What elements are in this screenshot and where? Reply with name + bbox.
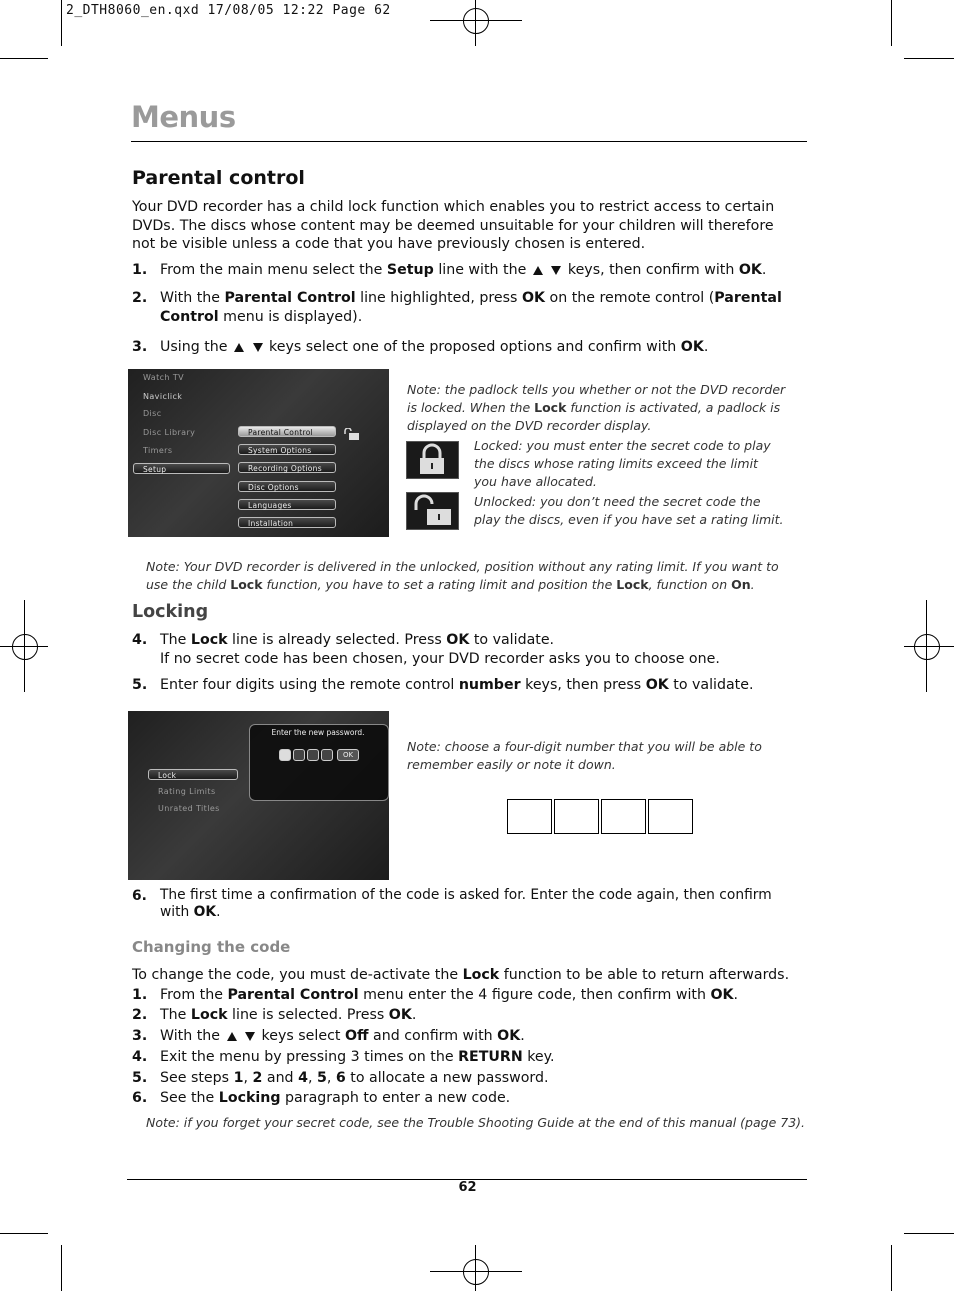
section-heading-parental-control: Parental control	[132, 167, 305, 189]
digit-slot	[293, 749, 305, 761]
padlock-note: Note: the padlock tells you whether or not the DVD recorder is locked. When the Lock function is activated, a padlock is displayed on the DVD recorder display.	[407, 382, 786, 433]
crop-mark	[891, 1245, 892, 1291]
unlocked-description: Unlocked: you don’t need the secret code the play the discs, even if you have set a rating limit.	[474, 494, 784, 527]
step-number: 6.	[132, 1090, 148, 1106]
registration-mark	[475, 0, 476, 46]
menu-item-lock: Lock	[148, 769, 238, 780]
crop-mark	[0, 1233, 48, 1234]
menu-item-disc-library: Disc Library	[143, 428, 196, 437]
code-digit-box	[507, 799, 552, 834]
step-number: 3.	[132, 1028, 148, 1044]
change-step-5: 5. See steps 1, 2 and 4, 5, 6 to allocate a new password.	[132, 1070, 549, 1086]
section-heading-changing-code: Changing the code	[132, 938, 291, 956]
crop-mark	[61, 1245, 62, 1291]
page-number: 62	[458, 1180, 477, 1195]
password-screenshot	[128, 711, 389, 880]
step-number: 3.	[132, 339, 148, 355]
step-3: 3. Using the keys select one of the proposed options and confirm with OK.	[132, 339, 709, 355]
step-number: 4.	[132, 1049, 148, 1065]
registration-mark	[12, 634, 38, 660]
step-5: 5. Enter four digits using the remote control number keys, then press OK to validate.	[132, 677, 754, 693]
forgotten-code-note: Note: if you forget your secret code, see the Trouble Shooting Guide at the end of this manual (page 73).	[146, 1115, 805, 1130]
step-number: 6.	[132, 888, 147, 904]
intro-paragraph: Your DVD recorder has a child lock function which enables you to restrict access to certain DVDs. The discs whose content may be deemed unsuitable for your children will therefore not be visible unless a code that you have previously chosen is entered.	[132, 199, 775, 252]
step-4: 4. The Lock line is already selected. Press OK to validate. If no secret code has been chosen, your DVD recorder asks you to choose one.	[132, 632, 720, 667]
menu-item-watch-tv: Watch TV	[143, 373, 185, 382]
code-digit-box	[554, 799, 599, 834]
registration-mark	[475, 1245, 476, 1291]
down-arrow-icon	[551, 266, 561, 275]
delivery-note: Note: Your DVD recorder is delivered in the unlocked, position without any rating limit. If you want to use the child Lock function, you have to set a rating limit and position the Lock, function on On.	[146, 559, 779, 592]
registration-mark	[463, 1259, 489, 1285]
menu-item-rating-limits: Rating Limits	[158, 787, 216, 796]
registration-mark	[430, 1271, 522, 1272]
step-number: 1.	[132, 987, 148, 1003]
digit-slot	[307, 749, 319, 761]
change-step-6: 6. See the Locking paragraph to enter a new code.	[132, 1090, 511, 1106]
crop-mark	[0, 58, 48, 59]
up-arrow-icon	[533, 266, 543, 275]
submenu-languages: Languages	[238, 499, 336, 510]
step-number: 2.	[132, 1007, 148, 1023]
digit-slot	[321, 749, 333, 761]
registration-mark	[24, 600, 25, 692]
changing-intro: To change the code, you must de-activate the Lock function to be able to return afterwards.	[132, 967, 790, 983]
password-prompt: Enter the new password.	[271, 728, 365, 737]
section-heading-locking: Locking	[132, 602, 209, 622]
step-number: 5.	[132, 677, 148, 693]
locked-padlock-icon	[406, 441, 459, 479]
registration-mark	[463, 8, 489, 34]
unlocked-padlock-icon	[406, 492, 459, 530]
step-6: 6. The first time a confirmation of the code is asked for. Enter the code again, then confirm with OK.	[132, 887, 772, 920]
menu-item-unrated-titles: Unrated Titles	[158, 804, 220, 813]
code-digit-box	[648, 799, 693, 834]
registration-mark	[926, 600, 927, 692]
step-2: 2. With the Parental Control line highlighted, press OK on the remote control (Parental Control menu is displayed).	[132, 290, 782, 325]
up-arrow-icon	[234, 343, 244, 352]
password-dialog	[249, 724, 389, 801]
step-number: 1.	[132, 262, 148, 278]
step-number: 4.	[132, 632, 148, 648]
registration-mark	[430, 20, 522, 21]
down-arrow-icon	[253, 343, 263, 352]
submenu-installation: Installation	[238, 517, 336, 528]
step-1: 1. From the main menu select the Setup line with the keys, then confirm with OK.	[132, 262, 767, 278]
change-step-1: 1. From the Parental Control menu enter the 4 figure code, then confirm with OK.	[132, 987, 739, 1003]
submenu-disc-options: Disc Options	[238, 481, 336, 492]
submenu-parental-control: Parental Control	[238, 426, 336, 437]
down-arrow-icon	[245, 1032, 255, 1041]
step-number: 2.	[132, 290, 148, 306]
submenu-system-options: System Options	[238, 444, 336, 455]
crop-mark	[891, 0, 892, 46]
registration-mark	[914, 634, 940, 660]
crop-mark	[61, 0, 62, 46]
menu-item-timers: Timers	[143, 446, 173, 455]
menu-item-setup: Setup	[133, 463, 230, 474]
change-step-4: 4. Exit the menu by pressing 3 times on the RETURN key.	[132, 1049, 555, 1065]
four-digit-note: Note: choose a four-digit number that you will be able to remember easily or note it down.	[407, 739, 762, 772]
step-number: 5.	[132, 1070, 148, 1086]
change-step-3: 3. With the keys select Off and confirm with OK.	[132, 1028, 525, 1044]
digit-slot	[279, 749, 291, 761]
change-step-2: 2. The Lock line is selected. Press OK.	[132, 1007, 417, 1023]
setup-menu-screenshot	[128, 369, 389, 537]
padlock-icon	[342, 425, 360, 437]
crop-mark	[904, 58, 954, 59]
page-title: Menus	[131, 100, 236, 134]
menu-item-disc: Disc	[143, 409, 162, 418]
crop-mark	[904, 1233, 954, 1234]
registration-mark	[904, 646, 954, 647]
code-digit-box	[601, 799, 646, 834]
submenu-recording-options: Recording Options	[238, 462, 336, 473]
menu-item-naviclick: Naviclick	[143, 392, 183, 401]
ok-button: OK	[337, 749, 359, 761]
up-arrow-icon	[227, 1032, 237, 1041]
file-slug: 2_DTH8060_en.qxd 17/08/05 12:22 Page 62	[66, 3, 391, 18]
title-rule	[131, 141, 807, 142]
locked-description: Locked: you must enter the secret code to play the discs whose rating limits exceed the limit you have allocated.	[474, 438, 771, 489]
